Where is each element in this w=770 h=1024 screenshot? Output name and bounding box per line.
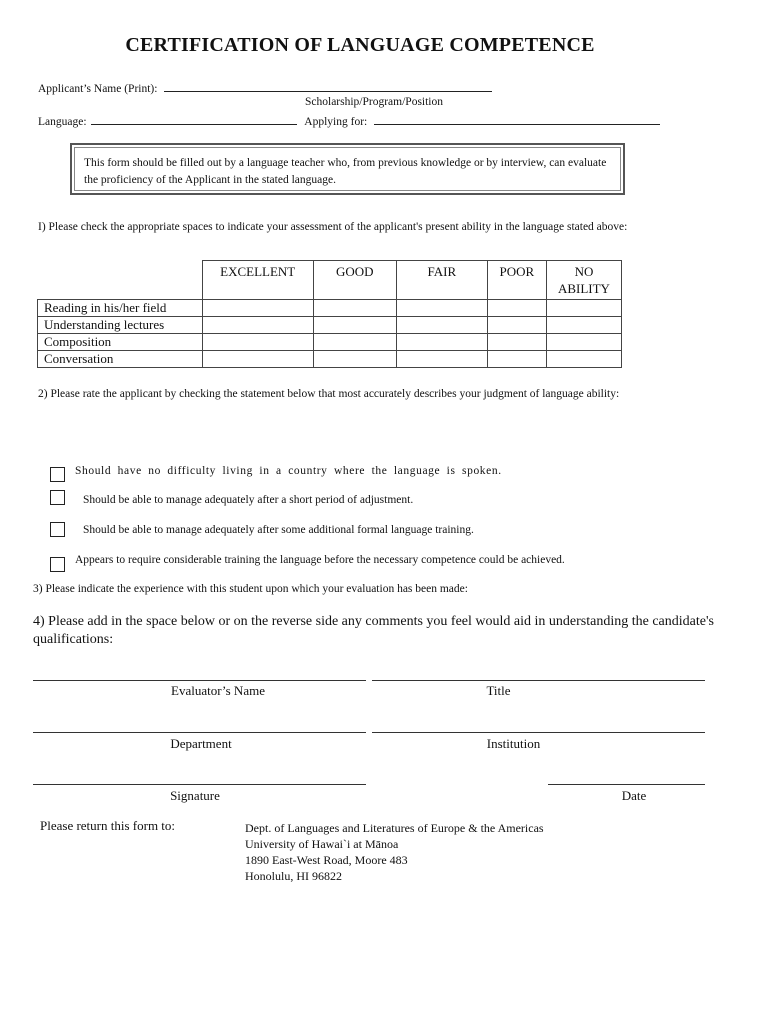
- cell-conversation-no-ability[interactable]: [546, 351, 621, 368]
- ability-table: [37, 260, 622, 368]
- title-line[interactable]: [372, 680, 705, 681]
- language-label: Language:: [38, 116, 87, 128]
- option-label-2: Should be able to manage adequately after a short period of adjustment.: [83, 494, 414, 506]
- cell-composition-good[interactable]: [313, 334, 396, 351]
- applying-for-field[interactable]: [374, 113, 660, 125]
- address-line: Honolulu, HI 96822: [245, 869, 342, 883]
- evaluator-name-line[interactable]: [33, 680, 366, 681]
- date-line[interactable]: [548, 784, 705, 785]
- department-caption: Department: [170, 736, 232, 751]
- table-row: [38, 317, 622, 334]
- col-fair: FAIR: [396, 261, 487, 300]
- cell-reading-no-ability[interactable]: [546, 300, 621, 317]
- address-line: Dept. of Languages and Literatures of Europe & the Americas: [245, 821, 544, 835]
- cell-composition-no-ability[interactable]: [546, 334, 621, 351]
- option-checkbox-3[interactable]: [50, 522, 65, 537]
- section1-prompt: [38, 219, 658, 236]
- col-excellent: EXCELLENT: [202, 261, 313, 300]
- row-label-reading: Reading in his/her field: [38, 300, 203, 317]
- return-address: [245, 820, 544, 884]
- table-row: [38, 300, 622, 317]
- cell-composition-poor[interactable]: [487, 334, 546, 351]
- table-row: [38, 351, 622, 368]
- applicant-name-row: [38, 80, 492, 95]
- row-label-composition: Composition: [38, 334, 203, 351]
- instructions-box: [70, 143, 625, 195]
- address-line: University of Hawai`i at Mānoa: [245, 837, 399, 851]
- cell-understanding-fair[interactable]: [396, 317, 487, 334]
- ability-table-header: [38, 261, 622, 300]
- cell-composition-fair[interactable]: [396, 334, 487, 351]
- applying-for-label: Applying for:: [304, 116, 368, 128]
- table-row: [38, 334, 622, 351]
- cell-conversation-excellent[interactable]: [202, 351, 313, 368]
- form-title: CERTIFICATION OF LANGUAGE COMPETENCE: [125, 34, 595, 56]
- section3-prompt: 3) Please indicate the experience with this student upon which your evaluation has been made:: [33, 583, 468, 595]
- row-label-conversation: Conversation: [38, 351, 203, 368]
- section4-prompt: 4) Please add in the space below or on the reverse side any comments you feel would aid in understanding the candidate's qualifications:: [33, 614, 714, 647]
- col-poor: POOR: [487, 261, 546, 300]
- cell-understanding-excellent[interactable]: [202, 317, 313, 334]
- option-checkbox-1[interactable]: [50, 467, 65, 482]
- signature-caption: Signature: [170, 788, 220, 803]
- cell-conversation-good[interactable]: [313, 351, 396, 368]
- cell-understanding-poor[interactable]: [487, 317, 546, 334]
- cell-conversation-fair[interactable]: [396, 351, 487, 368]
- language-row: [38, 113, 660, 128]
- instructions-text: This form should be filled out by a language teacher who, from previous knowledge or by interview, can evaluate the proficiency of the Applicant in the stated language.: [84, 157, 607, 186]
- cell-understanding-good[interactable]: [313, 317, 396, 334]
- return-label: Please return this form to:: [40, 818, 176, 833]
- option-label-3: Should be able to manage adequately after some additional formal language training.: [83, 524, 474, 536]
- section1-prompt-text: I) Please check the appropriate spaces to indicate your assessment of the applicant's present ability in the language stated above:: [38, 221, 628, 233]
- language-field[interactable]: [91, 113, 297, 125]
- address-line: 1890 East-West Road, Moore 483: [245, 853, 408, 867]
- option-label-1: Should have no difficulty living in a country where the language is spoken.: [75, 465, 502, 477]
- institution-line[interactable]: [372, 732, 705, 733]
- title-caption: Title: [486, 683, 511, 698]
- cell-reading-poor[interactable]: [487, 300, 546, 317]
- applicant-name-label: Applicant’s Name (Print):: [38, 83, 158, 95]
- option-checkbox-4[interactable]: [50, 557, 65, 572]
- col-good: GOOD: [313, 261, 396, 300]
- cell-conversation-poor[interactable]: [487, 351, 546, 368]
- department-line[interactable]: [33, 732, 366, 733]
- evaluator-name-caption: Evaluator’s Name: [171, 683, 265, 698]
- signature-line[interactable]: [33, 784, 366, 785]
- col-no-ability: NO ABILITY: [546, 261, 621, 300]
- row-label-understanding: Understanding lectures: [38, 317, 203, 334]
- applicant-name-field[interactable]: [164, 80, 492, 92]
- cell-composition-excellent[interactable]: [202, 334, 313, 351]
- cell-reading-excellent[interactable]: [202, 300, 313, 317]
- option-label-4: Appears to require considerable training the language before the necessary competence could be achieved.: [75, 554, 565, 566]
- cell-reading-fair[interactable]: [396, 300, 487, 317]
- cell-understanding-no-ability[interactable]: [546, 317, 621, 334]
- option-checkbox-2[interactable]: [50, 490, 65, 505]
- institution-caption: Institution: [486, 736, 541, 751]
- cell-reading-good[interactable]: [313, 300, 396, 317]
- section2-prompt: 2) Please rate the applicant by checking the statement below that most accurately describes your judgment of language ability:: [38, 388, 620, 400]
- header-blank: [38, 261, 203, 300]
- scholarship-label: Scholarship/Program/Position: [305, 96, 443, 108]
- date-caption: Date: [621, 788, 647, 803]
